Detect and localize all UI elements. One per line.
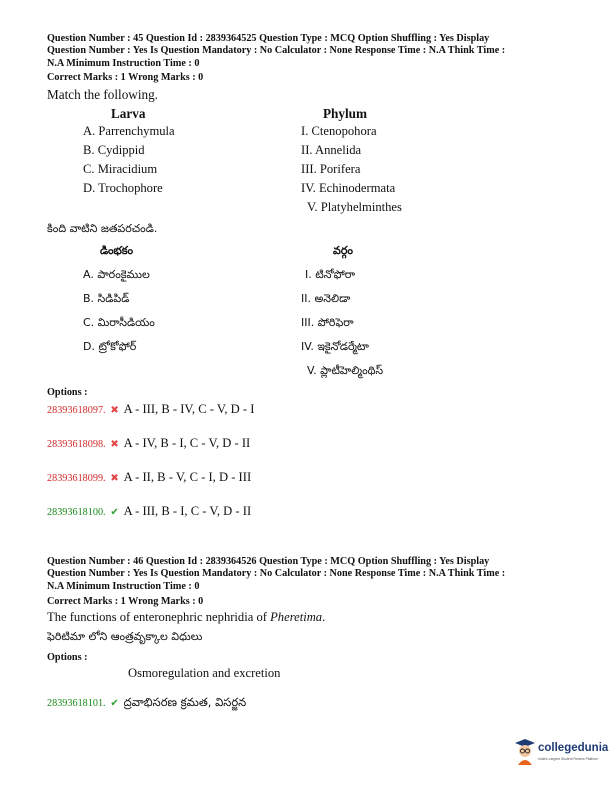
cross-icon: ✖ bbox=[110, 473, 119, 484]
option-row[interactable] bbox=[47, 434, 250, 452]
q45-col1-item-en: A. Parrenchymula bbox=[83, 124, 175, 138]
q45-col2-item-te: IV. ఇకైనోడర్మేటా bbox=[301, 340, 369, 353]
q46-header-line1: Question Number : 46 Question Id : 2839364526 Question Type : MCQ Option Shuffling : Yes Display bbox=[47, 556, 490, 567]
q45-prompt-en: Match the following. bbox=[47, 87, 158, 102]
logo-tagline: India's Largest Student Review Platform bbox=[538, 757, 599, 761]
option-id: 28393618098. bbox=[47, 439, 106, 450]
option-text: A - III, B - IV, C - V, D - I bbox=[123, 402, 255, 416]
q46-marks: Correct Marks : 1 Wrong Marks : 0 bbox=[47, 596, 204, 607]
q45-col2-item-te: II. అనెలిడా bbox=[301, 292, 351, 305]
check-icon: ✔ bbox=[110, 507, 119, 518]
option-text: A - III, B - I, C - V, D - II bbox=[123, 504, 252, 518]
q45-col2-item-te: V. ప్లాటీహెల్మింథిస్ bbox=[307, 364, 384, 377]
option-id: 28393618099. bbox=[47, 473, 106, 484]
logo-wordmark: collegedunia bbox=[538, 742, 609, 754]
q45-col2-head-te: వర్గం bbox=[333, 244, 353, 257]
q45-col2-item-en: V. Platyhelminthes bbox=[307, 200, 402, 214]
option-row[interactable] bbox=[47, 468, 251, 486]
q45-options-label: Options : bbox=[47, 387, 88, 398]
option-id: 28393618097. bbox=[47, 405, 106, 416]
q45-header-line1: Question Number : 45 Question Id : 2839364525 Question Type : MCQ Option Shuffling : Yes Display bbox=[47, 33, 490, 44]
q45-col1-item-te: B. సిడిపిడ్ bbox=[83, 292, 130, 305]
q45-col1-item-en: D. Trochophore bbox=[83, 181, 163, 195]
q45-col1-item-te: C. మిరాసీడియం bbox=[83, 316, 155, 329]
q46-options-label: Options : bbox=[47, 652, 88, 663]
collegedunia-logo bbox=[514, 734, 609, 774]
cross-icon: ✖ bbox=[110, 405, 119, 416]
q46-header bbox=[47, 556, 587, 593]
q45-header bbox=[47, 33, 587, 70]
q45-col2-item-en: III. Porifera bbox=[301, 162, 361, 176]
option-row[interactable] bbox=[47, 400, 254, 418]
cross-icon: ✖ bbox=[110, 439, 119, 450]
q46-prompt-en bbox=[47, 610, 325, 625]
q46-prompt-en-end: . bbox=[322, 610, 326, 624]
q45-col1-item-en: B. Cydippid bbox=[83, 143, 145, 157]
q45-prompt-te: కింది వాటిని జతపరచండి. bbox=[47, 222, 158, 235]
q45-col1-item-en: C. Miracidium bbox=[83, 162, 158, 176]
q46-header-line3: N.A Minimum Instruction Time : 0 bbox=[47, 580, 200, 592]
option-row[interactable] bbox=[47, 694, 246, 712]
q46-prompt-en-text: The functions of enteronephric nephridia of bbox=[47, 610, 271, 624]
q45-col1-head-en: Larva bbox=[111, 106, 146, 121]
option-id: 28393618100. bbox=[47, 507, 106, 518]
q45-col2-item-en: II. Annelida bbox=[301, 143, 362, 157]
option-id: 28393618101. bbox=[47, 697, 106, 709]
q46-option1-en: Osmoregulation and excretion bbox=[128, 666, 281, 680]
q45-marks: Correct Marks : 1 Wrong Marks : 0 bbox=[47, 72, 204, 83]
q45-col2-item-te: III. పోరిఫెరా bbox=[301, 316, 354, 329]
option-text: A - IV, B - I, C - V, D - II bbox=[123, 436, 251, 450]
q46-prompt-en-italic: Pheretima bbox=[270, 610, 323, 624]
q45-col1-item-te: A. పారంకైముల bbox=[83, 268, 150, 281]
check-icon: ✔ bbox=[110, 697, 119, 709]
q45-col2-item-en: IV. Echinodermata bbox=[301, 181, 396, 195]
q45-header-line2: Question Number : Yes Is Question Mandatory : No Calculator : None Response Time : N.A Think Time : bbox=[47, 45, 506, 57]
q45-header-line3: N.A Minimum Instruction Time : 0 bbox=[47, 57, 200, 69]
q46-prompt-te: ఫెరిటిమా లోని ఆంత్రవృక్కాల విధులు bbox=[47, 630, 203, 643]
option-row[interactable] bbox=[47, 502, 251, 520]
mascot-icon bbox=[514, 738, 536, 766]
q46-header-line2: Question Number : Yes Is Question Mandatory : No Calculator : None Response Time : N.A Think Time : bbox=[47, 568, 506, 580]
q45-col1-item-te: D. ట్రోకోఫోర్ bbox=[83, 340, 137, 353]
option-text-te: ద్రవాభిసరణ క్రమత, విసర్జన bbox=[123, 694, 247, 709]
option-text: A - II, B - V, C - I, D - III bbox=[123, 470, 252, 484]
q45-col2-item-en: I. Ctenopohora bbox=[301, 124, 377, 138]
q45-col1-head-te: డింభకం bbox=[100, 244, 134, 257]
q45-col2-head-en: Phylum bbox=[323, 106, 367, 121]
q45-col2-item-te: I. టినోఫోరా bbox=[305, 268, 356, 281]
